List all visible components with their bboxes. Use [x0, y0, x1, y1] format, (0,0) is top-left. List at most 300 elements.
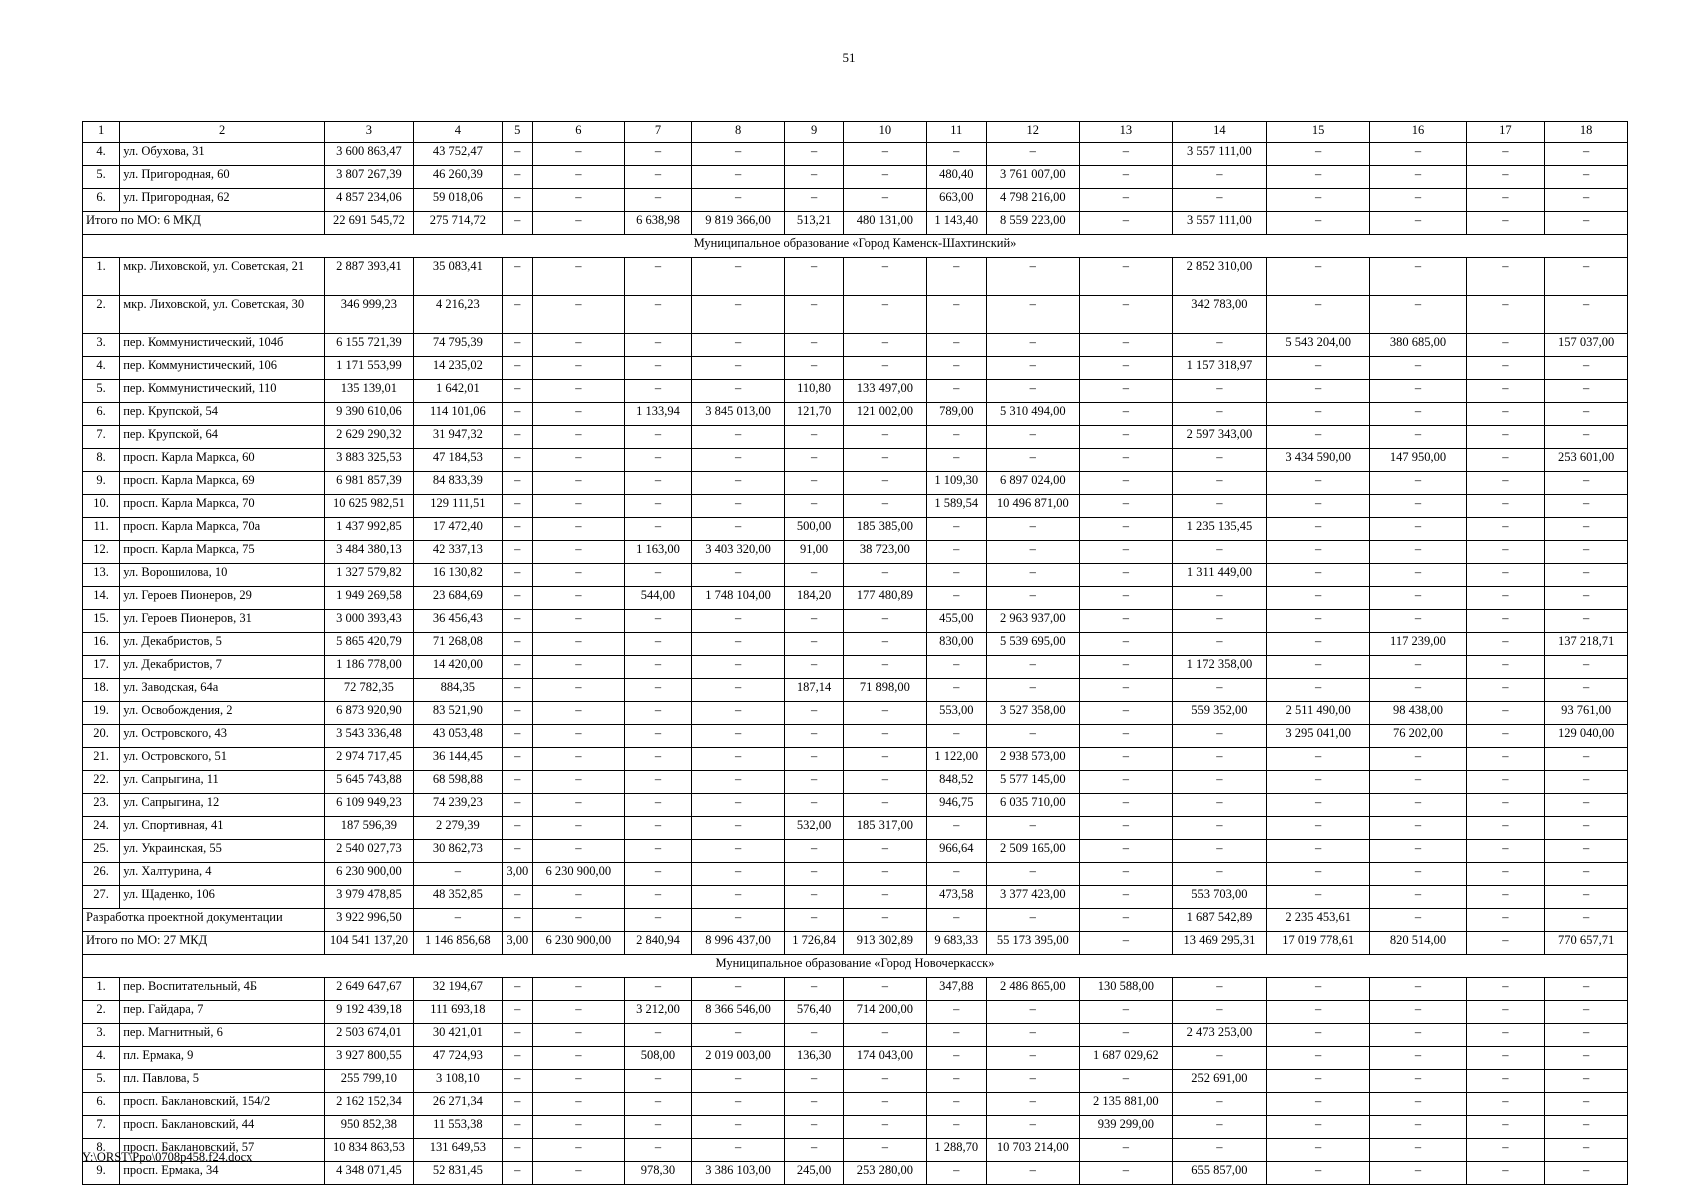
table-cell: – — [1079, 1162, 1172, 1185]
table-cell: 3 761 007,00 — [986, 166, 1079, 189]
table-cell: – — [532, 840, 624, 863]
table-cell: – — [1545, 1162, 1628, 1185]
table-cell: – — [1172, 840, 1266, 863]
column-header: 12 — [986, 122, 1079, 143]
table-cell: – — [986, 587, 1079, 610]
table-cell: 663,00 — [926, 189, 986, 212]
table-cell: – — [1266, 143, 1369, 166]
table-cell: 174 043,00 — [844, 1047, 927, 1070]
row-number: 21. — [83, 748, 120, 771]
table-cell: – — [532, 909, 624, 932]
table-cell: – — [1172, 610, 1266, 633]
table-cell: – — [926, 1047, 986, 1070]
table-cell: – — [785, 357, 844, 380]
table-cell: – — [413, 909, 502, 932]
table-cell: – — [1079, 702, 1172, 725]
column-header: 17 — [1466, 122, 1545, 143]
table-cell: – — [692, 449, 785, 472]
table-cell: 770 657,71 — [1545, 932, 1628, 955]
table-cell: – — [1266, 296, 1369, 334]
table-cell: – — [844, 748, 927, 771]
table-row — [83, 403, 1628, 426]
row-number: 3. — [83, 1024, 120, 1047]
table-cell: – — [1172, 403, 1266, 426]
table-cell: – — [1079, 1024, 1172, 1047]
summary-label: Итого по МО: 27 МКД — [83, 932, 325, 955]
table-cell: 342 783,00 — [1172, 296, 1266, 334]
table-row — [83, 633, 1628, 656]
table-cell: – — [692, 909, 785, 932]
table-cell: – — [1172, 725, 1266, 748]
table-cell: 1 642,01 — [413, 380, 502, 403]
table-cell: – — [1370, 978, 1466, 1001]
address-cell: пер. Гайдара, 7 — [120, 1001, 325, 1024]
table-cell: – — [532, 296, 624, 334]
table-cell: – — [532, 610, 624, 633]
table-cell: – — [502, 702, 532, 725]
table-cell: 43 053,48 — [413, 725, 502, 748]
table-cell: 346 999,23 — [324, 296, 413, 334]
summary-row — [83, 909, 1628, 932]
table-cell: – — [692, 863, 785, 886]
table-cell: – — [1266, 1070, 1369, 1093]
table-cell: – — [502, 449, 532, 472]
table-cell: – — [1545, 863, 1628, 886]
address-cell: просп. Карла Маркса, 75 — [120, 541, 325, 564]
table-cell: – — [785, 472, 844, 495]
table-cell: – — [1079, 748, 1172, 771]
table-cell: 8 996 437,00 — [692, 932, 785, 955]
table-cell: – — [502, 725, 532, 748]
table-cell: 3 927 800,55 — [324, 1047, 413, 1070]
table-cell: – — [692, 189, 785, 212]
table-cell: 3 403 320,00 — [692, 541, 785, 564]
table-cell: – — [532, 1116, 624, 1139]
table-cell: 93 761,00 — [1545, 702, 1628, 725]
table-cell: – — [986, 656, 1079, 679]
table-cell: – — [926, 1093, 986, 1116]
table-cell: – — [532, 817, 624, 840]
table-cell: – — [785, 334, 844, 357]
table-cell: – — [1079, 518, 1172, 541]
table-cell: – — [926, 909, 986, 932]
table-cell: 5 577 145,00 — [986, 771, 1079, 794]
table-cell: – — [532, 1162, 624, 1185]
table-cell: – — [624, 189, 691, 212]
table-cell: – — [1079, 449, 1172, 472]
table-cell: 121 002,00 — [844, 403, 927, 426]
row-number: 1. — [83, 258, 120, 296]
table-cell: – — [624, 426, 691, 449]
table-cell: – — [1466, 978, 1545, 1001]
table-cell: – — [785, 840, 844, 863]
table-cell: 22 691 545,72 — [324, 212, 413, 235]
address-cell: ул. Декабристов, 5 — [120, 633, 325, 656]
table-cell: 532,00 — [785, 817, 844, 840]
table-cell: – — [785, 771, 844, 794]
table-cell: – — [1545, 1024, 1628, 1047]
table-cell: 130 588,00 — [1079, 978, 1172, 1001]
table-cell: – — [1466, 886, 1545, 909]
table-row — [83, 840, 1628, 863]
table-row — [83, 1162, 1628, 1185]
table-cell: – — [532, 426, 624, 449]
table-cell: – — [624, 679, 691, 702]
table-cell: 35 083,41 — [413, 258, 502, 296]
table-cell: – — [1079, 679, 1172, 702]
table-cell: – — [1079, 817, 1172, 840]
table-cell: 480,40 — [926, 166, 986, 189]
table-cell: – — [1370, 357, 1466, 380]
table-cell: 3 557 111,00 — [1172, 143, 1266, 166]
row-number: 9. — [83, 1162, 120, 1185]
table-cell: – — [624, 449, 691, 472]
data-table — [82, 121, 1628, 1185]
table-cell: – — [624, 1070, 691, 1093]
table-cell: – — [1079, 725, 1172, 748]
table-cell: – — [986, 909, 1079, 932]
table-cell: – — [926, 143, 986, 166]
table-cell: – — [785, 725, 844, 748]
table-cell: – — [1172, 679, 1266, 702]
table-cell: – — [1370, 1093, 1466, 1116]
table-cell: – — [785, 426, 844, 449]
table-cell: – — [1266, 380, 1369, 403]
table-cell: – — [1266, 587, 1369, 610]
table-cell: – — [1266, 1139, 1369, 1162]
table-cell: – — [1266, 1093, 1369, 1116]
address-cell: просп. Карла Маркса, 70а — [120, 518, 325, 541]
table-cell: – — [986, 426, 1079, 449]
table-cell: – — [844, 978, 927, 1001]
table-cell: – — [692, 679, 785, 702]
table-cell: – — [844, 334, 927, 357]
table-cell: 2 162 152,34 — [324, 1093, 413, 1116]
table-cell: – — [1466, 794, 1545, 817]
table-cell: – — [1266, 495, 1369, 518]
table-cell: – — [844, 1093, 927, 1116]
table-cell: – — [1266, 541, 1369, 564]
table-cell: – — [1370, 656, 1466, 679]
table-cell: 3 543 336,48 — [324, 725, 413, 748]
table-cell: 2 279,39 — [413, 817, 502, 840]
table-cell: – — [532, 1139, 624, 1162]
table-cell: 714 200,00 — [844, 1001, 927, 1024]
table-cell: – — [692, 357, 785, 380]
table-cell: – — [1466, 702, 1545, 725]
table-cell: – — [986, 817, 1079, 840]
table-cell: – — [1545, 771, 1628, 794]
row-number: 24. — [83, 817, 120, 840]
table-cell: 187,14 — [785, 679, 844, 702]
table-cell: – — [502, 1001, 532, 1024]
address-cell: ул. Халтурина, 4 — [120, 863, 325, 886]
table-cell: 131 649,53 — [413, 1139, 502, 1162]
table-cell: 1 157 318,97 — [1172, 357, 1266, 380]
table-cell: 13 469 295,31 — [1172, 932, 1266, 955]
table-cell: – — [1545, 258, 1628, 296]
table-cell: 275 714,72 — [413, 212, 502, 235]
table-cell: 1 186 778,00 — [324, 656, 413, 679]
table-cell: 8 366 546,00 — [692, 1001, 785, 1024]
table-cell: – — [1545, 166, 1628, 189]
table-cell: – — [1466, 1093, 1545, 1116]
table-row — [83, 541, 1628, 564]
table-cell: – — [532, 380, 624, 403]
table-cell: 3 922 996,50 — [324, 909, 413, 932]
table-cell: 38 723,00 — [844, 541, 927, 564]
row-number: 3. — [83, 334, 120, 357]
table-cell: – — [785, 748, 844, 771]
table-cell: – — [785, 449, 844, 472]
table-cell: – — [1172, 1001, 1266, 1024]
table-cell: – — [692, 633, 785, 656]
table-cell: – — [926, 296, 986, 334]
table-cell: – — [624, 380, 691, 403]
table-cell: – — [1266, 1116, 1369, 1139]
table-cell: – — [502, 1116, 532, 1139]
table-cell: – — [1466, 633, 1545, 656]
table-cell: – — [986, 564, 1079, 587]
table-cell: – — [1370, 1024, 1466, 1047]
table-cell: – — [692, 610, 785, 633]
table-cell: – — [1370, 794, 1466, 817]
table-cell: – — [692, 258, 785, 296]
table-cell: 4 798 216,00 — [986, 189, 1079, 212]
row-number: 22. — [83, 771, 120, 794]
table-row — [83, 296, 1628, 334]
table-cell: – — [624, 748, 691, 771]
table-cell: – — [1370, 610, 1466, 633]
table-cell: 4 348 071,45 — [324, 1162, 413, 1185]
table-row — [83, 587, 1628, 610]
table-cell: – — [1266, 1162, 1369, 1185]
table-row — [83, 495, 1628, 518]
table-row — [83, 564, 1628, 587]
table-cell: 6 981 857,39 — [324, 472, 413, 495]
table-cell: 9 390 610,06 — [324, 403, 413, 426]
table-cell: – — [624, 702, 691, 725]
table-cell: – — [1545, 587, 1628, 610]
table-cell: – — [692, 771, 785, 794]
row-number: 7. — [83, 426, 120, 449]
table-cell: 2 235 453,61 — [1266, 909, 1369, 932]
table-cell: – — [1466, 403, 1545, 426]
table-cell: – — [1466, 1047, 1545, 1070]
table-cell: – — [1172, 166, 1266, 189]
table-cell: 884,35 — [413, 679, 502, 702]
table-cell: – — [1466, 258, 1545, 296]
table-cell: 76 202,00 — [1370, 725, 1466, 748]
table-cell: 2 629 290,32 — [324, 426, 413, 449]
table-row — [83, 656, 1628, 679]
column-header: 10 — [844, 122, 927, 143]
table-cell: 513,21 — [785, 212, 844, 235]
table-cell: – — [502, 380, 532, 403]
table-cell: 42 337,13 — [413, 541, 502, 564]
table-cell: 10 834 863,53 — [324, 1139, 413, 1162]
table-cell: – — [1079, 587, 1172, 610]
table-cell: 848,52 — [926, 771, 986, 794]
table-row — [83, 748, 1628, 771]
table-cell: 1 726,84 — [785, 932, 844, 955]
table-cell: – — [1370, 840, 1466, 863]
table-cell: – — [926, 518, 986, 541]
table-cell: 14 235,02 — [413, 357, 502, 380]
table-cell: – — [532, 495, 624, 518]
table-cell: 74 239,23 — [413, 794, 502, 817]
table-cell: – — [926, 1001, 986, 1024]
table-cell: – — [1545, 212, 1628, 235]
table-cell: 3 557 111,00 — [1172, 212, 1266, 235]
table-cell: – — [624, 258, 691, 296]
table-cell: – — [785, 296, 844, 334]
table-cell: – — [1266, 748, 1369, 771]
table-cell: 9 683,33 — [926, 932, 986, 955]
table-cell: – — [502, 518, 532, 541]
table-cell: – — [1466, 380, 1545, 403]
table-cell: – — [785, 633, 844, 656]
table-cell: – — [624, 357, 691, 380]
table-cell: 177 480,89 — [844, 587, 927, 610]
table-cell: – — [986, 143, 1079, 166]
address-cell: ул. Героев Пионеров, 29 — [120, 587, 325, 610]
table-row — [83, 679, 1628, 702]
table-cell: – — [844, 1024, 927, 1047]
table-cell: 36 456,43 — [413, 610, 502, 633]
address-cell: просп. Баклановский, 44 — [120, 1116, 325, 1139]
table-cell: 2 503 674,01 — [324, 1024, 413, 1047]
table-cell: – — [624, 633, 691, 656]
table-cell: 114 101,06 — [413, 403, 502, 426]
table-cell: – — [986, 296, 1079, 334]
table-cell: – — [502, 426, 532, 449]
table-cell: – — [926, 817, 986, 840]
section-title: Муниципальное образование «Город Каменск-Шахтинский» — [83, 235, 1628, 258]
table-cell: 500,00 — [785, 518, 844, 541]
table-cell: – — [1172, 495, 1266, 518]
table-row — [83, 1047, 1628, 1070]
address-cell: пл. Павлова, 5 — [120, 1070, 325, 1093]
row-number: 20. — [83, 725, 120, 748]
table-cell: – — [1545, 143, 1628, 166]
table-cell: 655 857,00 — [1172, 1162, 1266, 1185]
summary-label: Итого по МО: 6 МКД — [83, 212, 325, 235]
table-cell: 10 625 982,51 — [324, 495, 413, 518]
table-cell: 185 385,00 — [844, 518, 927, 541]
table-cell: – — [926, 587, 986, 610]
table-cell: – — [986, 380, 1079, 403]
table-cell: – — [1545, 656, 1628, 679]
table-cell: – — [1545, 472, 1628, 495]
table-cell: – — [926, 426, 986, 449]
table-cell: – — [1172, 334, 1266, 357]
table-cell: – — [986, 1001, 1079, 1024]
table-cell: – — [1466, 426, 1545, 449]
table-cell: – — [692, 564, 785, 587]
table-cell: 1 171 553,99 — [324, 357, 413, 380]
table-cell: – — [502, 403, 532, 426]
table-cell: – — [1466, 863, 1545, 886]
table-cell: 10 703 214,00 — [986, 1139, 1079, 1162]
table-cell: – — [502, 1047, 532, 1070]
table-cell: 966,64 — [926, 840, 986, 863]
table-cell: – — [785, 495, 844, 518]
table-cell: 913 302,89 — [844, 932, 927, 955]
table-cell: – — [1466, 1024, 1545, 1047]
table-cell: 2 473 253,00 — [1172, 1024, 1266, 1047]
table-cell: – — [785, 702, 844, 725]
table-cell: – — [1370, 143, 1466, 166]
table-cell: 84 833,39 — [413, 472, 502, 495]
row-number: 4. — [83, 143, 120, 166]
table-cell: – — [1079, 1001, 1172, 1024]
table-cell: – — [1545, 1139, 1628, 1162]
table-cell: – — [1079, 1070, 1172, 1093]
table-cell: – — [502, 541, 532, 564]
table-cell: – — [1466, 334, 1545, 357]
table-cell: – — [1079, 564, 1172, 587]
table-cell: – — [844, 357, 927, 380]
table-cell: – — [692, 1093, 785, 1116]
table-cell: – — [1266, 426, 1369, 449]
table-cell: – — [1172, 449, 1266, 472]
address-cell: пер. Коммунистический, 104б — [120, 334, 325, 357]
table-cell: – — [692, 380, 785, 403]
table-cell: – — [1370, 909, 1466, 932]
column-header: 9 — [785, 122, 844, 143]
table-cell: – — [1079, 334, 1172, 357]
table-cell: – — [624, 1139, 691, 1162]
table-cell: – — [1466, 587, 1545, 610]
address-cell: пер. Коммунистический, 106 — [120, 357, 325, 380]
table-cell: – — [1266, 258, 1369, 296]
table-cell: 16 130,82 — [413, 564, 502, 587]
table-cell: – — [1266, 518, 1369, 541]
table-cell: – — [1266, 840, 1369, 863]
table-cell: – — [1172, 541, 1266, 564]
row-number: 5. — [83, 380, 120, 403]
table-cell: – — [1172, 771, 1266, 794]
table-cell: – — [926, 564, 986, 587]
table-cell: 473,58 — [926, 886, 986, 909]
table-cell: – — [532, 748, 624, 771]
table-cell: – — [1370, 296, 1466, 334]
summary-label: Разработка проектной документации — [83, 909, 325, 932]
table-cell: 136,30 — [785, 1047, 844, 1070]
table-cell: – — [926, 357, 986, 380]
table-cell: – — [1370, 1047, 1466, 1070]
table-row — [83, 1024, 1628, 1047]
table-cell: – — [692, 1139, 785, 1162]
table-cell: – — [1079, 863, 1172, 886]
table-cell: 3 108,10 — [413, 1070, 502, 1093]
table-cell: – — [1545, 840, 1628, 863]
table-cell: – — [1466, 909, 1545, 932]
table-cell: 3,00 — [502, 932, 532, 955]
table-cell: – — [926, 380, 986, 403]
table-cell: 10 496 871,00 — [986, 495, 1079, 518]
table-cell: – — [785, 656, 844, 679]
table-cell: 91,00 — [785, 541, 844, 564]
table-cell: 83 521,90 — [413, 702, 502, 725]
table-cell: 253 601,00 — [1545, 449, 1628, 472]
table-cell: 5 310 494,00 — [986, 403, 1079, 426]
table-cell: 48 352,85 — [413, 886, 502, 909]
table-cell: 72 782,35 — [324, 679, 413, 702]
table-cell: – — [926, 1070, 986, 1093]
table-cell: – — [1079, 426, 1172, 449]
